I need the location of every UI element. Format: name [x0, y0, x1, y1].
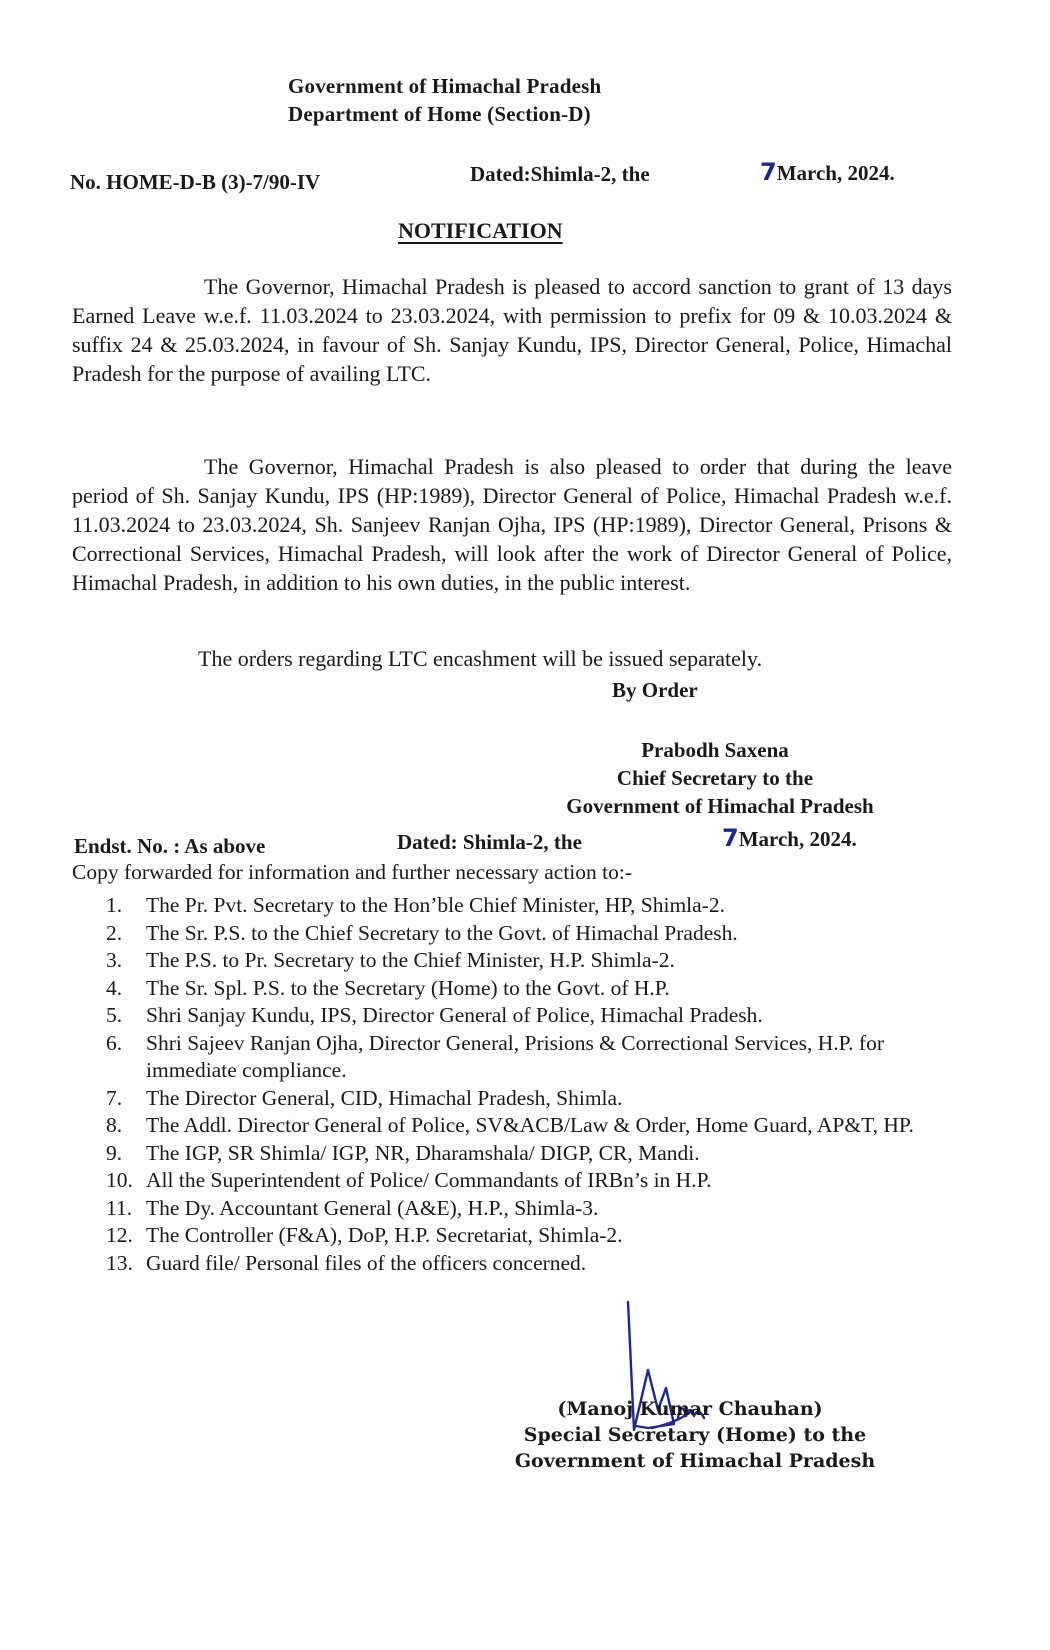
list-item-number: 9. [106, 1140, 123, 1165]
list-item [106, 1112, 926, 1140]
paragraph-ltc-encashment: The orders regarding LTC encashment will be issued separately. [198, 646, 763, 671]
chief-secretary-title-1: Chief Secretary to the [616, 766, 814, 790]
list-item [106, 1222, 926, 1250]
month-year: March, 2024. [776, 161, 895, 185]
list-item [106, 892, 926, 920]
government-header: Government of Himachal Pradesh [288, 74, 602, 98]
list-item [106, 1250, 926, 1278]
department-header: Department of Home (Section-D) [288, 102, 591, 126]
list-item [106, 1002, 926, 1030]
list-item-number: 3. [106, 948, 123, 972]
list-item-number: 10. [106, 1168, 133, 1192]
endorsement-date-line [722, 824, 857, 853]
dated-label: Dated:Shimla-2, the [470, 162, 650, 186]
list-item-number: 1. [106, 893, 123, 917]
list-item-text: Guard file/ Personal files of the officers concerned. [146, 1250, 587, 1275]
list-item-number: 8. [106, 1113, 123, 1137]
list-item-text: The Dy. Accountant General (A&E), H.P., Shimla-3. [146, 1195, 599, 1220]
list-item-number: 13. [106, 1250, 133, 1275]
recipients-list [106, 892, 926, 1277]
list-item-number: 7. [106, 1085, 123, 1110]
list-item-text: The Sr. P.S. to the Chief Secretary to the Govt. of Himachal Pradesh. [146, 920, 738, 945]
list-item [106, 1195, 926, 1223]
list-item-number: 11. [106, 1195, 133, 1220]
list-item-text: The Sr. Spl. P.S. to the Secretary (Home) to the Govt. of H.P. [146, 975, 670, 1000]
list-item [106, 1085, 926, 1113]
signatory-title-2: Government of Himachal Pradesh [514, 1450, 876, 1472]
endorsement-dated-label: Dated: Shimla-2, the [397, 830, 582, 854]
list-item-text: The Controller (F&A), DoP, H.P. Secretariat, Shimla-2. [146, 1223, 623, 1247]
chief-secretary-name: Prabodh Saxena [641, 738, 789, 762]
list-item-number: 12. [106, 1223, 133, 1247]
endorsement-month-year: March, 2024. [738, 827, 857, 851]
paragraph-leave-sanction: The Governor, Himachal Pradesh is pleased to accord sanction to grant of 13 days Earned Leave w.e.f. 11.03.2024 to 23.03.2024, with permission to prefix for 09 & 10.03.2024 & suffix 24 & 25.03.2024, in favour of Sh. Sanjay Kundu, IPS, Director General, Police, Himachal Pradesh for the purpose of availing LTC. [72, 274, 952, 386]
list-item [106, 947, 926, 975]
chief-secretary-block [520, 738, 910, 819]
list-item-text: Shri Sajeev Ranjan Ojha, Director General, Prisions & Correctional Services, H.P. for immediate compliance. [146, 1030, 884, 1082]
list-item-number: 4. [106, 975, 123, 1000]
list-item-text: All the Superintendent of Police/ Commandants of IRBn’s in H.P. [146, 1168, 712, 1192]
signatory-title-1: Special Secretary (Home) to the [523, 1424, 867, 1446]
reference-number: No. HOME-D-B (3)-7/90-IV [70, 170, 321, 194]
list-item-text: The IGP, SR Shimla/ IGP, NR, Dharamshala/ DIGP, CR, Mandi. [146, 1140, 700, 1165]
list-item [106, 1167, 926, 1195]
paragraph-additional-charge: The Governor, Himachal Pradesh is also pleased to order that during the leave period of Sh. Sanjay Kundu, IPS (HP:1989), Director General of Police, Himachal Pradesh w.e.f. 11.03.2024 to 23.03.2024, Sh. Sanjeev Ranjan Ojha, IPS (HP:1989), Director General, Prisons & Correctional Services, Himachal Pradesh, will look after the work of Director General of Police, Himachal Pradesh, in addition to his own duties, in the public interest. [72, 454, 952, 595]
copy-forwarded-intro: Copy forwarded for information and further necessary action to:- [72, 860, 632, 884]
list-item-number: 2. [106, 920, 123, 945]
date-line [760, 158, 895, 187]
notification-title: NOTIFICATION [398, 218, 563, 243]
list-item-text: Shri Sanjay Kundu, IPS, Director General of Police, Himachal Pradesh. [146, 1003, 763, 1027]
list-item-number: 6. [106, 1030, 123, 1055]
list-item [106, 1030, 926, 1085]
signatory-name: (Manoj Kumar Chauhan) [557, 1398, 823, 1420]
list-item [106, 1140, 926, 1168]
handwritten-day: 7 [760, 158, 777, 186]
endorsement-number: Endst. No. : As above [74, 834, 266, 858]
endorsement-handwritten-day: 7 [722, 824, 739, 852]
list-item [106, 975, 926, 1003]
chief-secretary-title-2: Government of Himachal Pradesh [566, 794, 874, 818]
list-item-text: The Director General, CID, Himachal Pradesh, Shimla. [146, 1085, 623, 1110]
by-order: By Order [612, 678, 698, 702]
list-item-number: 5. [106, 1003, 123, 1027]
list-item-text: The Addl. Director General of Police, SV&ACB/Law & Order, Home Guard, AP&T, HP. [146, 1113, 914, 1137]
list-item-text: The Pr. Pvt. Secretary to the Hon’ble Chief Minister, HP, Shimla-2. [146, 893, 725, 917]
signatory-block [500, 1398, 890, 1472]
list-item [106, 920, 926, 948]
list-item-text: The P.S. to Pr. Secretary to the Chief Minister, H.P. Shimla-2. [146, 948, 675, 972]
